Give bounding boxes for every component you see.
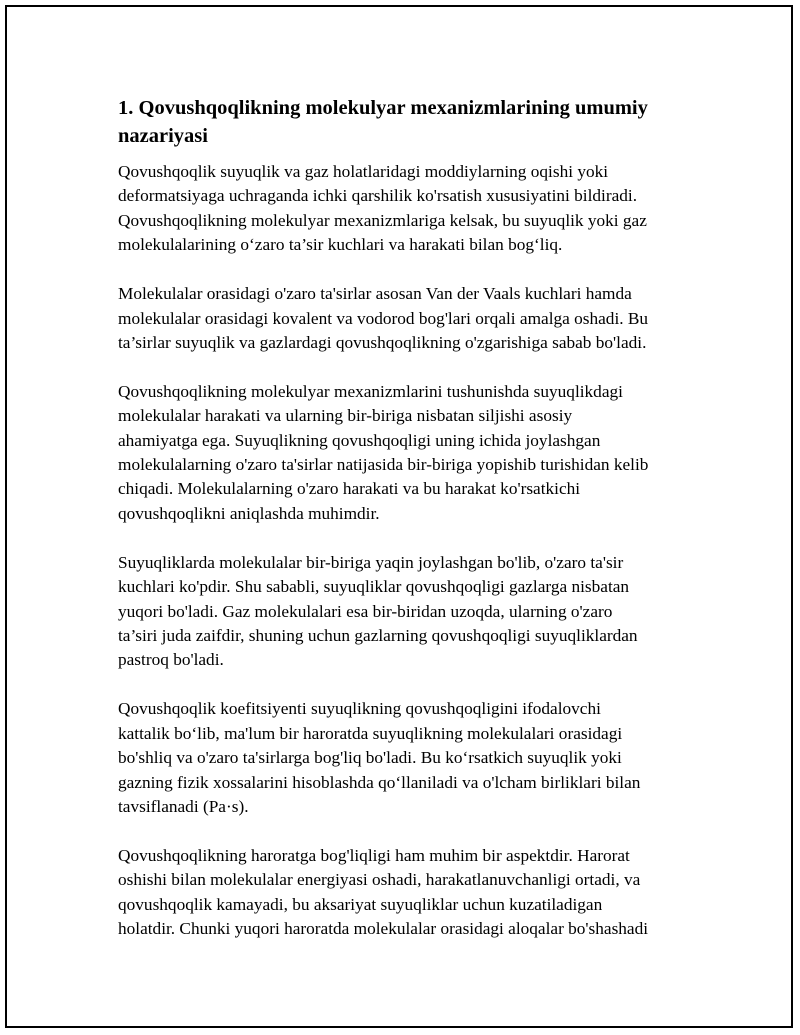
text-line: qovushqoqlikni aniqlashda muhimdir. (118, 503, 380, 523)
text-line: Qovushqoqlik koefitsiyenti suyuqlikning qovushqoqligini ifodalovchi (118, 699, 601, 719)
text-line: Qovushqoqlikning molekulyar mexanizmlariga kelsak, bu suyuqlik yoki gaz (118, 210, 647, 230)
text-line: molekulalar orasidagi kovalent va vodorod bog'lari orqali amalga oshadi. Bu (118, 308, 649, 328)
text-line: ahamiyatga ega. Suyuqlikning qovushqoqligi uning ichida joylashgan (118, 430, 601, 450)
text-line: gazning fizik xossalarini hisoblashda qo‘llaniladi va o'lcham birliklari bilan (118, 772, 641, 792)
paragraph-1 (118, 160, 698, 258)
heading-line: 1. Qovushqoqlikning molekulyar mexanizmlarining umumiy (118, 97, 648, 119)
paragraph-3 (118, 380, 698, 526)
text-line: chiqadi. Molekulalarning o'zaro harakati va bu harakat ko'rsatkichi (118, 479, 581, 499)
text-line: ta’siri juda zaifdir, shuning uchun gazlarning qovushqoqligi suyuqliklardan (118, 626, 638, 645)
text-line: ta’sirlar suyuqlik va gazlardagi qovushqoqlikning o'zgarishiga sabab bo'ladi. (118, 332, 647, 352)
text-line: holatdir. Chunki yuqori haroratda molekulalar orasidagi aloqalar bo'shashadi (118, 919, 649, 939)
text-line: molekulalarining o‘zaro ta’sir kuchlari va harakati bilan bog‘liq. (118, 235, 563, 255)
text-line: kattalik bo‘lib, ma'lum bir haroratda suyuqlikning molekulalari orasidagi (118, 723, 623, 743)
text-line: Molekulalar orasidagi o'zaro ta'sirlar asosan Van der Vaals kuchlari hamda (118, 284, 632, 304)
text-line: Qovushqoqlik suyuqlik va gaz holatlaridagi moddiylarning oqishi yoki (118, 162, 609, 181)
paragraph-5 (118, 697, 698, 819)
text-line: Suyuqliklarda molekulalar bir-biriga yaqin joylashgan bo'lib, o'zaro ta'sir (118, 552, 624, 572)
heading-line: nazariyasi (118, 125, 208, 147)
section-heading (118, 94, 698, 150)
text-line: deformatsiyaga uchraganda ichki qarshilik ko'rsatish xususiyatini bildiradi. (118, 186, 638, 206)
text-line: Qovushqoqlikning molekulyar mexanizmlarini tushunishda suyuqlikdagi (118, 381, 623, 401)
text-line: kuchlari ko'pdir. Shu sababli, suyuqliklar qovushqoqligi gazlarga nisbatan (118, 577, 630, 597)
document-body (118, 94, 698, 966)
text-line: tavsiflanadi (Pa·s). (118, 796, 249, 816)
text-line: yuqori bo'ladi. Gaz molekulalari esa bir-biridan uzoqda, ularning o'zaro (118, 601, 613, 621)
paragraph-6 (118, 844, 698, 942)
text-line: Qovushqoqlikning haroratga bog'liqligi ham muhim bir aspektdir. Harorat (118, 845, 630, 865)
text-line: molekulalar harakati va ularning bir-biriga nisbatan siljishi asosiy (118, 406, 573, 426)
text-line: oshishi bilan molekulalar energiyasi oshadi, harakatlanuvchanligi ortadi, va (118, 870, 641, 890)
paragraph-4 (118, 551, 698, 673)
text-line: qovushqoqlik kamayadi, bu aksariyat suyuqliklar uchun kuzatiladigan (118, 894, 603, 914)
text-line: bo'shliq va o'zaro ta'sirlarga bog'liq bo'ladi. Bu ko‘rsatkich suyuqlik yoki (118, 748, 622, 768)
text-line: molekulalarning o'zaro ta'sirlar natijasida bir-biriga yopishib turishidan kelib (118, 455, 649, 475)
paragraph-2 (118, 282, 698, 355)
text-line: pastroq bo'ladi. (118, 650, 224, 670)
